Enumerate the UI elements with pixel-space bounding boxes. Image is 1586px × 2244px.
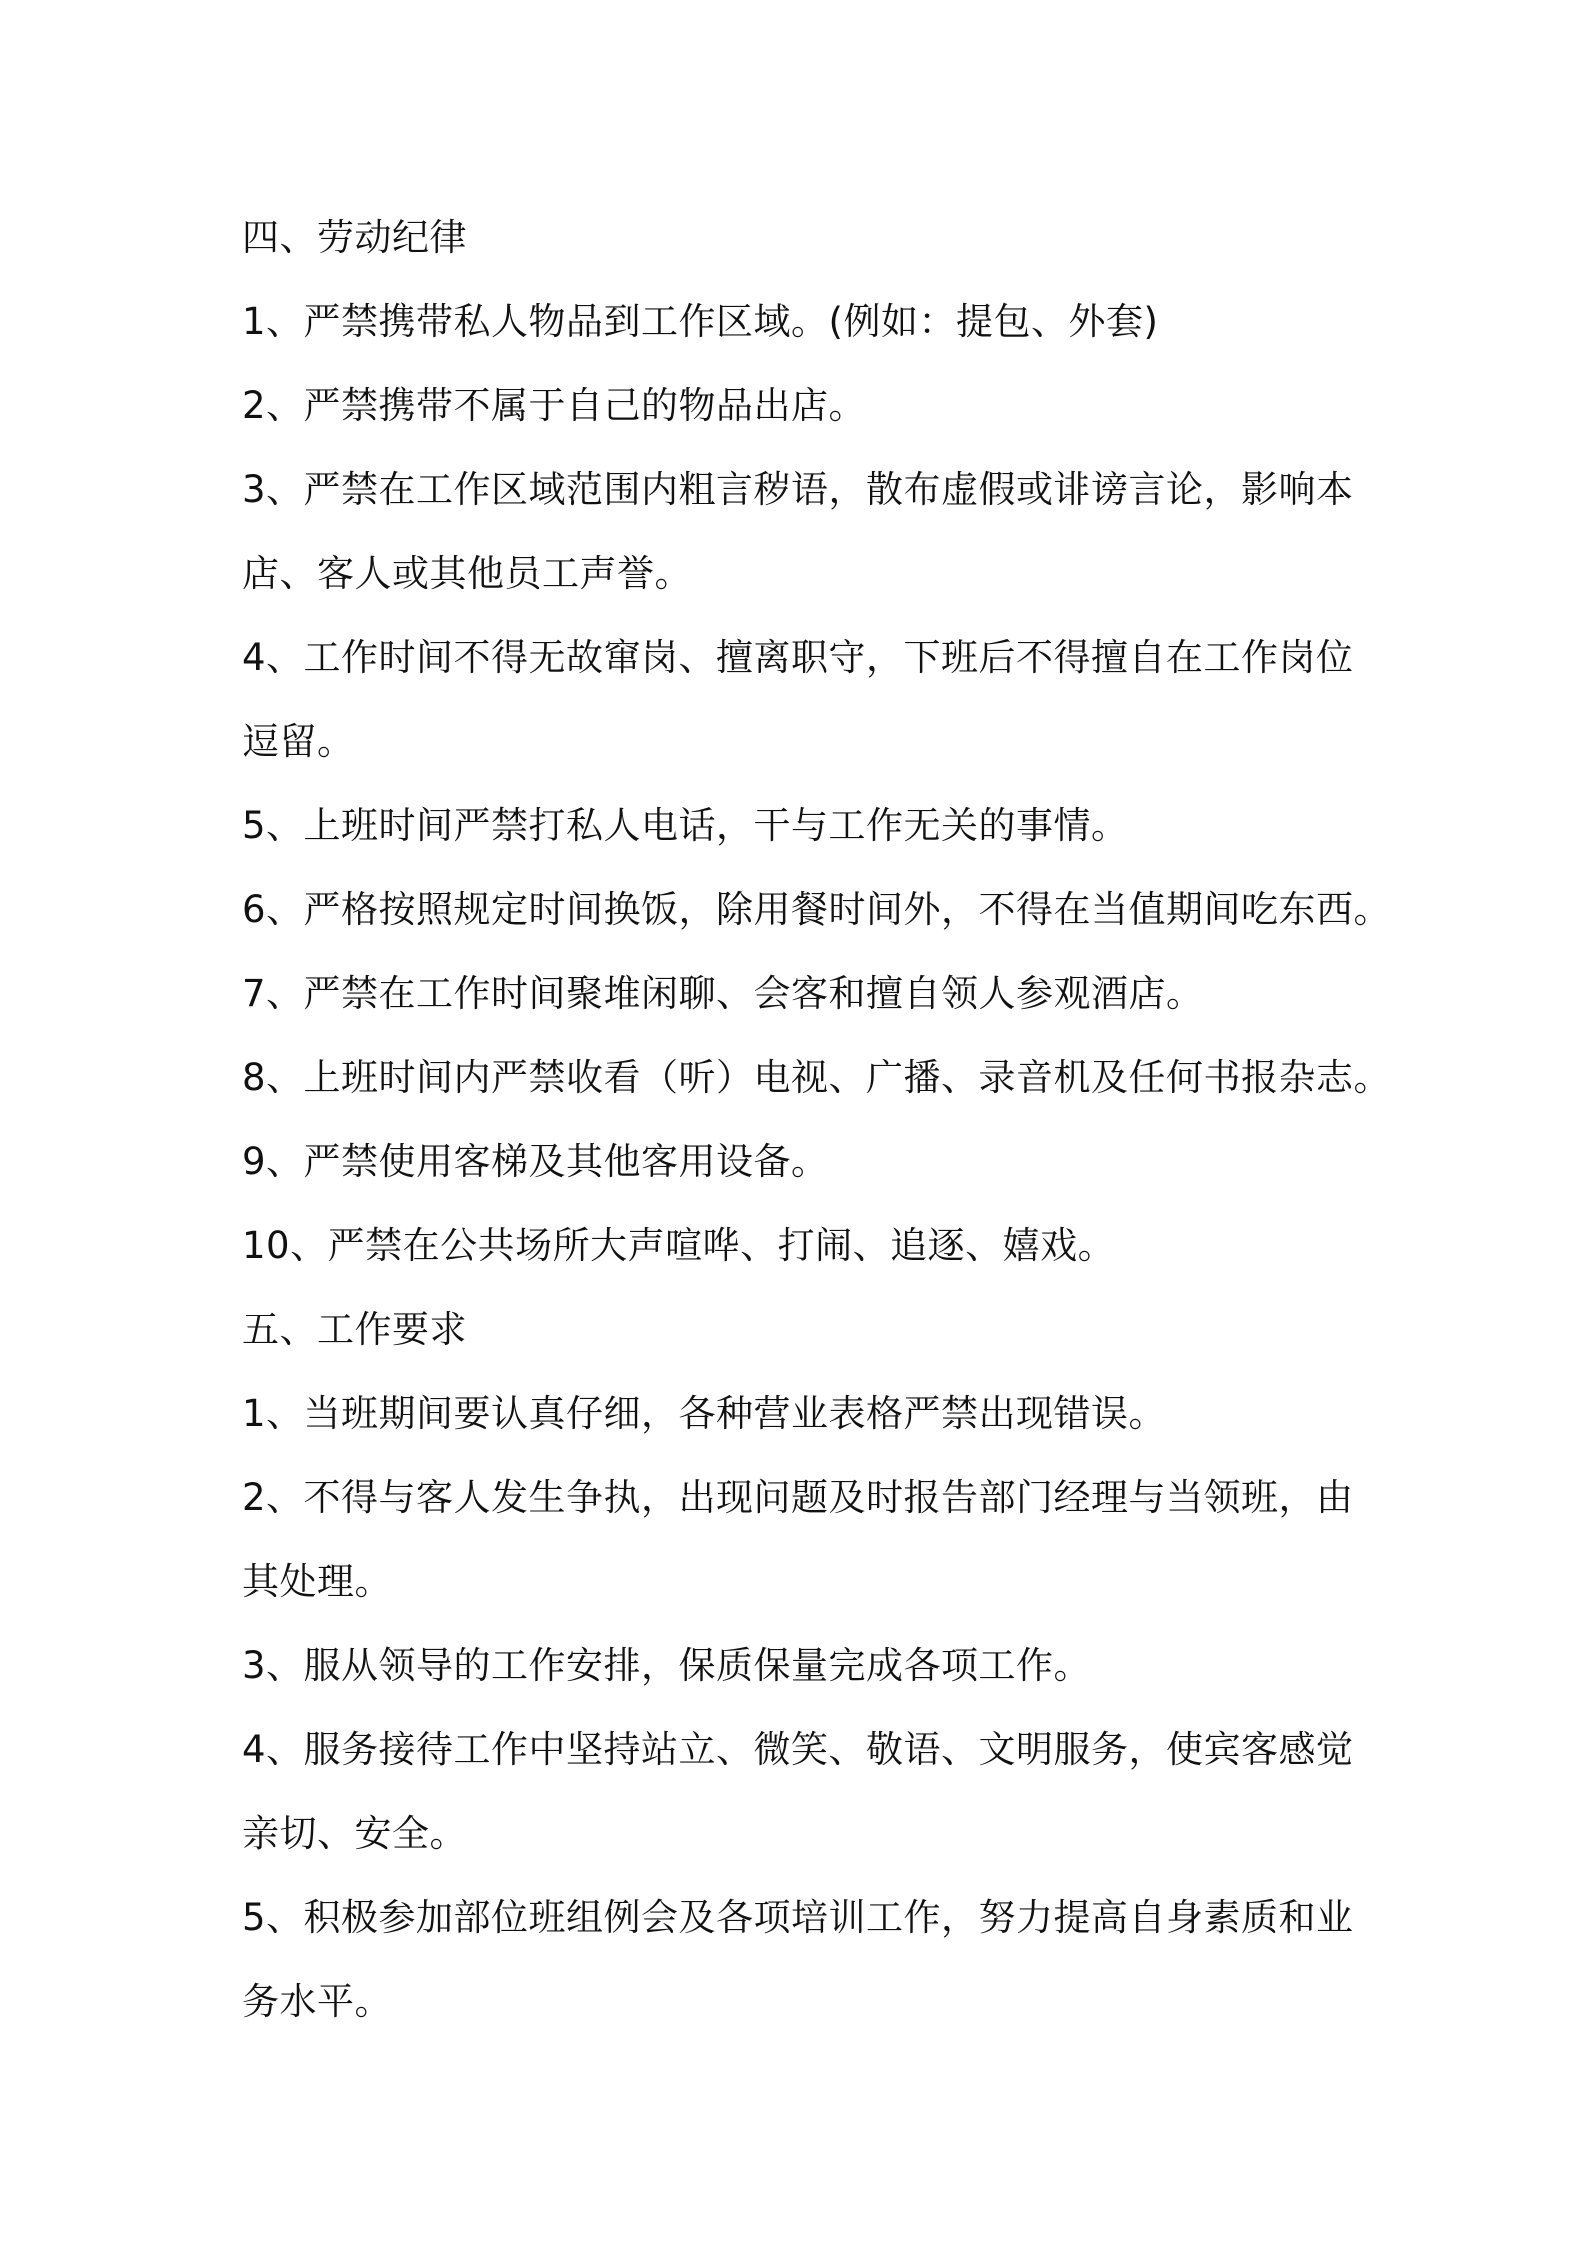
section-4-title: 四、劳动纪律 [242,216,467,259]
rule-4-3: 3、严禁在工作区域范围内粗言秽语，散布虚假或诽谤言论，影响本 [242,468,1354,511]
rule-5-5-cont: 务水平。 [242,1980,392,2023]
rule-4-4-cont: 逗留。 [242,720,355,763]
document-page [242,196,1392,2044]
rule-4-8: 8、上班时间内严禁收看（听）电视、广播、录音机及任何书报杂志。 [242,1056,1392,1099]
rule-4-5: 5、上班时间严禁打私人电话，干与工作无关的事情。 [242,804,1129,847]
rule-5-4: 4、服务接待工作中坚持站立、微笑、敬语、文明服务，使宾客感觉 [242,1728,1354,1771]
section-5-title: 五、工作要求 [242,1308,467,1351]
rule-5-2: 2、不得与客人发生争执，出现问题及时报告部门经理与当领班，由 [242,1476,1354,1519]
rule-4-4: 4、工作时间不得无故窜岗、擅离职守，下班后不得擅自在工作岗位 [242,636,1354,679]
rule-5-2-cont: 其处理。 [242,1560,392,1603]
rule-5-1: 1、当班期间要认真仔细，各种营业表格严禁出现错误。 [242,1392,1167,1435]
rule-5-5: 5、积极参加部位班组例会及各项培训工作，努力提高自身素质和业 [242,1896,1354,1939]
rule-4-1: 1、严禁携带私人物品到工作区域。(例如：提包、外套) [242,300,1159,343]
rule-4-10: 10、严禁在公共场所大声喧哗、打闹、追逐、嬉戏。 [242,1224,1116,1267]
rule-4-3-cont: 店、客人或其他员工声誉。 [242,552,692,595]
rule-5-4-cont: 亲切、安全。 [242,1812,467,1855]
rule-5-3: 3、服从领导的工作安排，保质保量完成各项工作。 [242,1644,1092,1687]
rule-4-7: 7、严禁在工作时间聚堆闲聊、会客和擅自领人参观酒店。 [242,972,1204,1015]
rule-4-6: 6、严格按照规定时间换饭，除用餐时间外，不得在当值期间吃东西。 [242,888,1392,931]
rule-4-2: 2、严禁携带不属于自己的物品出店。 [242,384,867,427]
rule-4-9: 9、严禁使用客梯及其他客用设备。 [242,1140,829,1183]
